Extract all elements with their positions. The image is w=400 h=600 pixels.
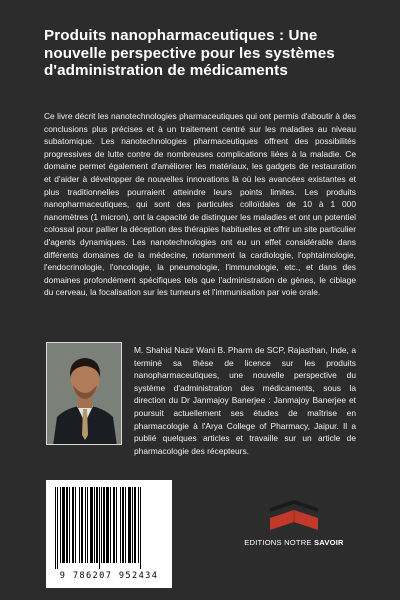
- book-description: Ce livre décrit les nanotechnologies pharmaceutiques qui ont permis d'aboutir à des conclusions plus précises et à un traitement centré sur les maladies au niveau subatomique. Les nanotechnologies pharmaceutiques offrent des possibilités progressives de lutte contre de nombreuses complications liées à la maladie. Ce domaine permet également d'améliorer les matériaux, les gadgets de restauration et d'aider à développer de nouvelles innovations là où les avancées existantes et plus traditionnelles pourraient atteindre leurs points limites. Les produits nanopharmaceutiques, qui sont des particules colloïdales de 10 à 1 000 nanomètres (1 micron), ont la capacité de distinguer les maladies et ont un potentiel colossal pour pallier la déception des thérapies habituelles et offrir un site particulier d'agents dynamiques. Les nanotechnologies ont eu un effet considérable dans différents domaines de la médecine, notamment la cardiologie, l'ophtalmologie, l'endocrinologie, l'oncologie, la pneumologie, l'immunologie, etc., et dans des domaines profondément spécifiques tels que l'administration de gènes, le ciblage du cerveau, la focalisation sur les tumeurs et l'immunisation par voie orale.: [44, 111, 356, 298]
- publisher-name: EDITIONS NOTRE SAVOIR: [244, 538, 344, 547]
- author-bio: M. Shahid Nazir Wani B. Pharm de SCP, Rajasthan, Inde, a terminé sa thèse de licence sur les produits nanopharmaceutiques, une nouvelle perspective du système d'administration des médicaments, sous la direction du Dr Janmajoy Banerjee : Janmajoy Banerjee et poursuit actuellement ses études de maîtrise en pharmacologie à l'Arya College of Pharmacy, Jaipur. Il a publié quelques articles et travaille sur un article de pharmacologie des récepteurs.: [134, 345, 356, 456]
- book-title: Produits nanopharmaceutiques : Une nouvelle perspective pour les systèmes d'administration de médicaments: [44, 27, 335, 79]
- isbn-number: 9 786207 952434: [59, 571, 159, 581]
- publisher-block: [234, 498, 354, 558]
- barcode: [46, 480, 172, 588]
- publisher-logo-icon: [266, 498, 322, 534]
- author-photo: [46, 342, 122, 445]
